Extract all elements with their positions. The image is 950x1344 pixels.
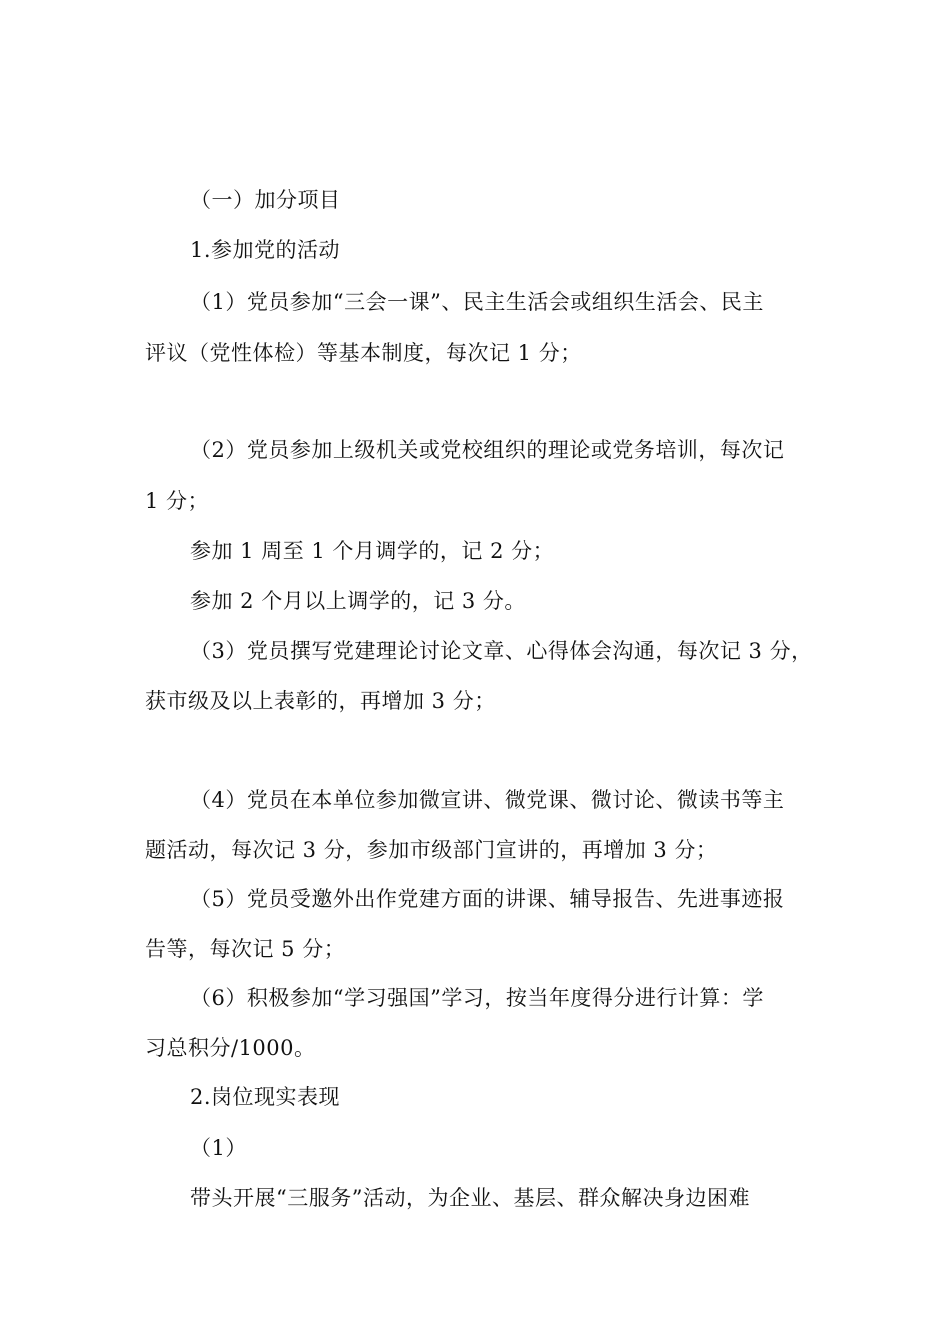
paragraph-1-line-1: （1）党员参加“三会一课”、民主生活会或组织生活会、民主	[190, 290, 764, 314]
paragraph-4-line-1: （4）党员在本单位参加微宣讲、微党课、微讨论、微读书等主	[190, 788, 785, 812]
paragraph-5-line-2: 告等，每次记 5 分；	[145, 937, 346, 961]
paragraph-2-line-3: 参加 1 周至 1 个月调学的，记 2 分；	[190, 539, 555, 563]
paragraph-5-line-1: （5）党员受邀外出作党建方面的讲课、辅导报告、先进事迹报	[190, 887, 785, 911]
item-1-title: 1.参加党的活动	[190, 238, 341, 262]
paragraph-2-line-1: （2）党员参加上级机关或党校组织的理论或党务培训，每次记	[190, 438, 785, 462]
paragraph-2-line-4: 参加 2 个月以上调学的，记 3 分。	[190, 589, 526, 613]
section-heading: （一）加分项目	[190, 188, 341, 212]
paragraph-3-line-2: 获市级及以上表彰的，再增加 3 分；	[145, 689, 496, 713]
item-2-subitem-1: （1）	[190, 1136, 247, 1160]
paragraph-6-line-2: 习总积分/1000。	[145, 1036, 316, 1060]
paragraph-4-line-2: 题活动，每次记 3 分，参加市级部门宣讲的，再增加 3 分；	[145, 838, 718, 862]
paragraph-2-line-2: 1 分；	[145, 489, 210, 513]
paragraph-3-line-1: （3）党员撰写党建理论讨论文章、心得体会沟通，每次记 3 分，	[190, 639, 813, 663]
item-2-title: 2.岗位现实表现	[190, 1085, 341, 1109]
paragraph-1-line-2: 评议（党性体检）等基本制度，每次记 1 分；	[145, 341, 582, 365]
paragraph-6-line-1: （6）积极参加“学习强国”学习，按当年度得分进行计算：学	[190, 986, 764, 1010]
item-2-subitem-1-text: 带头开展“三服务”活动，为企业、基层、群众解决身边困难	[190, 1186, 750, 1210]
